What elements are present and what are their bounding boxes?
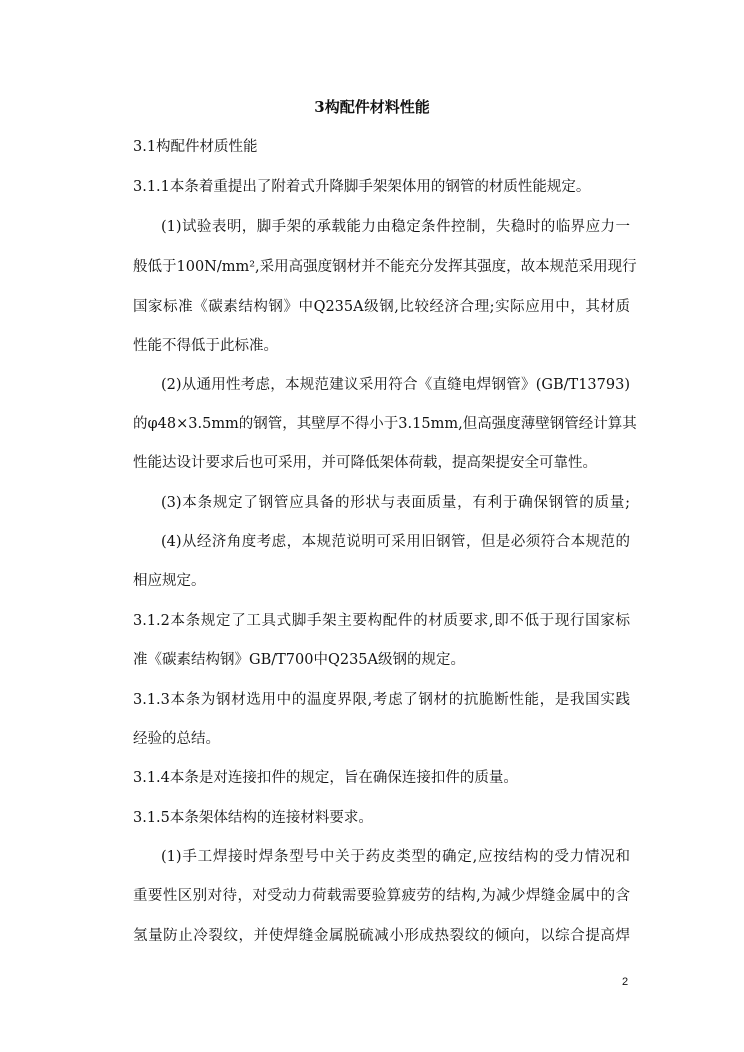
text-line: 重要性区别对待，对受动力荷载需要验算疲劳的结构,为减少焊缝金属中的含 (133, 888, 630, 904)
text-line: (1)试验表明，脚手架的承载能力由稳定条件控制，失稳时的临界应力一 (161, 219, 630, 235)
text-line: 性能达设计要求后也可采用，并可降低架体荷载，提高架提安全可靠性。 (133, 455, 597, 471)
text-line: 般低于100N/mm²,采用高强度钢材并不能充分发挥其强度，故本规范采用现行 (133, 259, 637, 275)
text-line: 3.1.2本条规定了工具式脚手架主要构配件的材质要求,即不低于现行国家标 (133, 613, 630, 629)
page-number: 2 (622, 976, 629, 988)
subsection-heading: 3.1构配件材质性能 (133, 139, 258, 155)
text-line: (2)从通用性考虑，本规范建议采用符合《直缝电焊钢管》(GB/T13793) (161, 377, 630, 393)
section-title: 3构配件材料性能 (314, 98, 430, 116)
text-line: 性能不得低于此标准。 (133, 338, 278, 354)
text-line: 经验的总结。 (133, 731, 220, 747)
text-line: 氢量防止冷裂纹，并使焊缝金属脱硫减小形成热裂纹的倾向，以综合提高焊 (133, 928, 630, 944)
text-line: (4)从经济角度考虑，本规范说明可采用旧钢管，但是必须符合本规范的 (161, 534, 630, 550)
text-line: 准《碳素结构钢》GB/T700中Q235A级钢的规定。 (133, 652, 466, 668)
text-line: 的φ48×3.5mm的钢管，其壁厚不得小于3.15mm,但高强度薄壁钢管经计算其 (133, 416, 637, 432)
text-line: 3.1.5本条架体结构的连接材料要求。 (133, 810, 373, 826)
text-line: 3.1.1本条着重提出了附着式升降脚手架架体用的钢管的材质性能规定。 (133, 179, 591, 195)
text-line: 相应规定。 (133, 573, 206, 589)
text-line: 国家标准《碳素结构钢》中Q235A级钢,比较经济合理;实际应用中，其材质 (133, 299, 630, 315)
text-line: (3)本条规定了钢管应具备的形状与表面质量，有利于确保钢管的质量; (161, 495, 630, 511)
text-line: 3.1.4本条是对连接扣件的规定，旨在确保连接扣件的质量。 (133, 770, 518, 786)
text-line: (1)手工焊接时焊条型号中关于药皮类型的确定,应按结构的受力情况和 (161, 849, 630, 865)
text-line: 3.1.3本条为钢材选用中的温度界限,考虑了钢材的抗脆断性能，是我国实践 (133, 692, 630, 708)
